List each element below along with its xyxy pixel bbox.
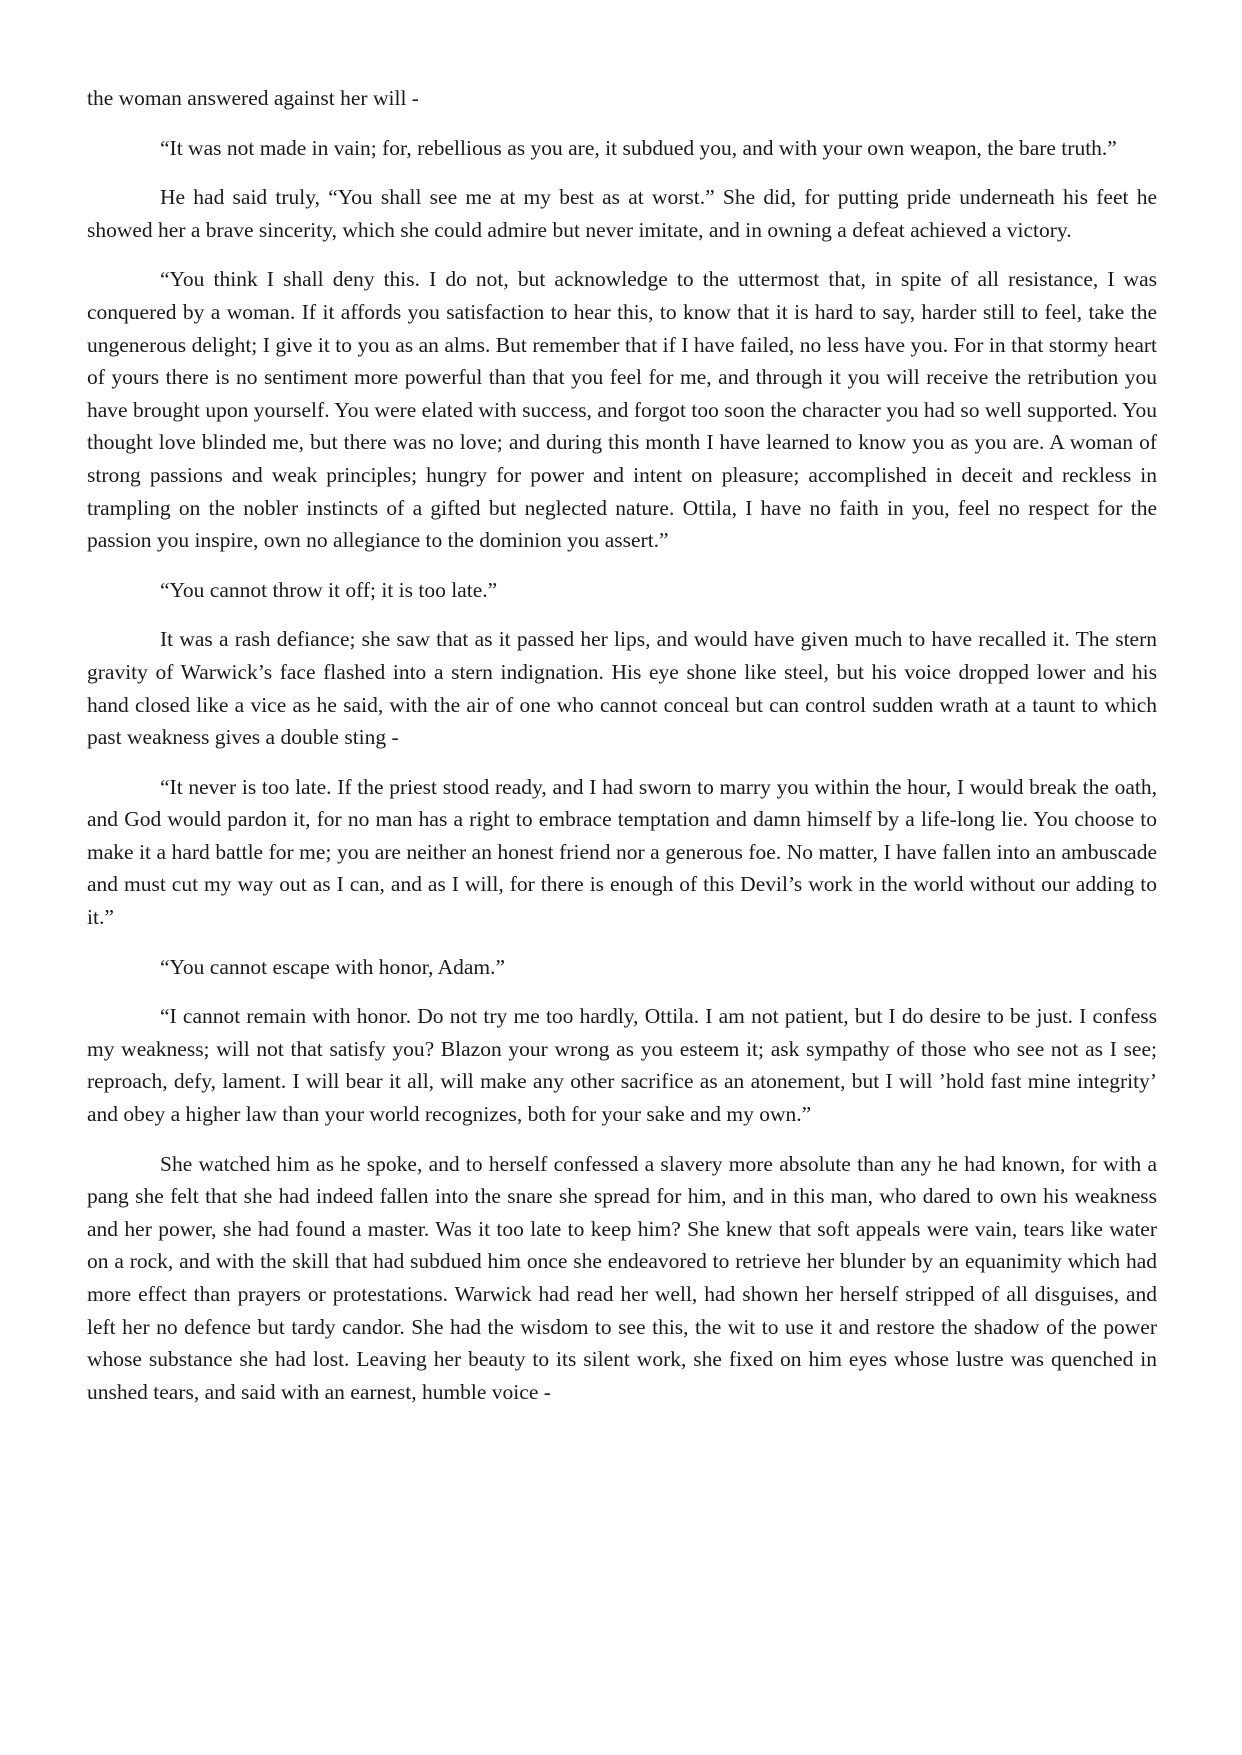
paragraph: “It was not made in vain; for, rebellious as you are, it subdued you, and with your own weapon, the bare truth.”	[160, 135, 1117, 160]
paragraph: She watched him as he spoke, and to herself confessed a slavery more absolute than any he had known, for with a pang she felt that she had indeed fallen into the snare she spread for him, and in this man, who dared to own his weakness and her power, she had found a master. Was it too late to keep him? She knew that soft appeals were vain, tears like water on a rock, and with the skill that had subdued him once she endeavored to retrieve her blunder by an equanimity which had more effect than prayers or protestations. Warwick had read her well, had shown her herself stripped of all disguises, and left her no defence but tardy candor. She had the wisdom to see this, the wit to use it and restore the shadow of the power whose substance she had lost. Leaving her beauty to its silent work, she fixed on him eyes whose lustre was quenched in unshed tears, and said with an earnest, humble voice -	[87, 1151, 1157, 1404]
paragraph: “You think I shall deny this. I do not, but acknowledge to the uttermost that, in spite of all resistance, I was conquered by a woman. If it affords you satisfaction to hear this, to know that it is hard to say, harder still to feel, take the ungenerous delight; I give it to you as an alms. But remember that if I have failed, no less have you. For in that stormy heart of yours there is no sentiment more powerful than that you feel for me, and through it you will receive the retribution you have brought upon yourself. You were elated with success, and forgot too soon the character you had so well supported. You thought love blinded me, but there was no love; and during this month I have learned to know you as you are. A woman of strong passions and weak principles; hungry for power and intent on pleasure; accomplished in deceit and reckless in trampling on the nobler instincts of a gifted but neglected nature. Ottila, I have no faith in you, feel no respect for the passion you inspire, own no allegiance to the dominion you assert.”	[87, 267, 1157, 553]
paragraph: “You cannot throw it off; it is too late.”	[160, 577, 498, 602]
paragraph: He had said truly, “You shall see me at my best as at worst.” She did, for putting pride underneath his feet he showed her a brave sincerity, which she could admire but never imitate, and in owning a defeat achieved a victory.	[87, 185, 1157, 242]
paragraph: “You cannot escape with honor, Adam.”	[160, 954, 506, 979]
paragraph: “It never is too late. If the priest stood ready, and I had sworn to marry you within the hour, I would break the oath, and God would pardon it, for no man has a right to embrace temptation and damn himself by a life-long lie. You choose to make it a hard battle for me; you are neither an honest friend nor a generous foe. No matter, I have fallen into an ambuscade and must cut my way out as I can, and as I will, for there is enough of this Devil’s work in the world without our adding to it.”	[87, 774, 1157, 930]
paragraph: It was a rash defiance; she saw that as it passed her lips, and would have given much to have recalled it. The stern gravity of Warwick’s face flashed into a stern indignation. His eye shone like steel, but his voice dropped lower and his hand closed like a vice as he said, with the air of one who cannot conceal but can control sudden wrath at a taunt to which past weakness gives a double sting -	[87, 627, 1157, 750]
body-text	[87, 82, 1157, 1425]
paragraph-continuation: the woman answered against her will -	[87, 86, 419, 110]
paragraph: “I cannot remain with honor. Do not try me too hardly, Ottila. I am not patient, but I do desire to be just. I confess my weakness; will not that satisfy you? Blazon your wrong as you esteem it; ask sympathy of those who see not as I see; reproach, defy, lament. I will bear it all, will make any other sacrifice as an atonement, but I will ’hold fast mine integrity’ and obey a higher law than your world recognizes, both for your sake and my own.”	[87, 1004, 1157, 1127]
